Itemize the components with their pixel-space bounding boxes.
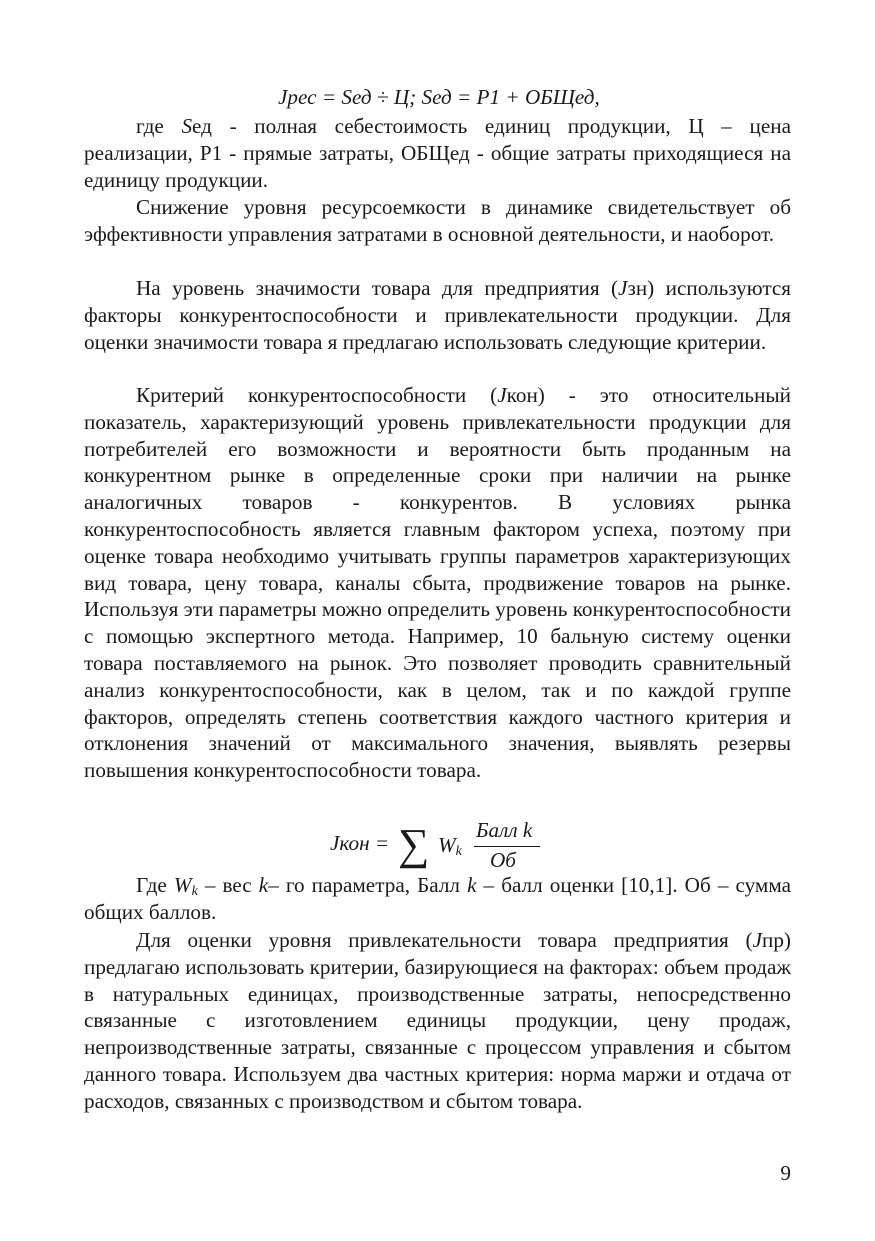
paragraph-attractiveness: Для оценки уровня привлекательности товара предприятия (Jпр) предлагаю использовать критерии, базирующиеся на факторах: объем продаж в натуральных единицах, производственные затраты, непосредственно связанные с изготовлением единицы продукции, цену продаж, непроизводственные затраты, связанные с процессом управления и сбытом данного товара. Используем два частных критерия: норма маржи и отдача от расходов, связанных с производством и сбытом товара.	[84, 928, 791, 1113]
paragraph-legend: Где $W_k$ – вес k– го параметра, Балл k – балл оценки [10,1]. Об – сумма общих баллов.	[84, 873, 791, 924]
paragraph-competitiveness: Критерий конкурентоспособности (Jкон) - это относительный показатель, характеризующий уровень привлекательности продукции для потребителей его возможности и вероятности быть проданным на конкурентном рынке в определенные сроки при наличии на рынке аналогичных товаров - конкурентов. В условиях рынка конкурентоспособность является главным фактором успеха, поэтому при оценке товара необходимо учитывать группы параметров характеризующих вид товара, цену товара, каналы сбыта, продвижение товаров на рынке. Используя эти параметры можно определить уровень конкурентоспособности с помощью экспертного метода. Например, 10 бальную систему оценки товара поставляемого на рынок. Это позволяет проводить сравнительный анализ конкурентоспособности, как в целом, так и по каждой группе факторов, определять степень соответствия каждого частного критерия и отклонения значений от максимального значения, выявлять резервы повышения конкурентоспособности товара.	[84, 383, 791, 783]
page-number: 9	[780, 1161, 791, 1185]
paragraph-significance: На уровень значимости товара для предприятия (Jзн) используются факторы конкурентоспособности и привлекательности продукции. Для оценки значимости товара я предлагаю использовать следующие критерии.	[84, 276, 791, 354]
paragraph-resource-reduction: Снижение уровня ресурсоемкости в динамике свидетельствует об эффективности управления затратами в основной деятельности, и наоборот.	[84, 195, 791, 246]
paragraph-definitions: где Sед - полная себестоимость единиц продукции, Ц – цена реализации, Р1 - прямые затраты, ОБЩед - общие затраты приходящиеся на единицу продукции.	[84, 114, 791, 192]
fraction-numerator: Балл k	[476, 818, 533, 842]
formula-lhs: Jкон =	[330, 831, 390, 855]
weight-symbol: $W_k$	[438, 833, 462, 859]
formula-resource-intensity: Jрес = Sед ÷ Ц; Sед = P1 + ОБЩед,	[278, 85, 600, 109]
sum-symbol: ∑	[398, 820, 430, 869]
fraction-denominator: Об	[490, 848, 516, 872]
